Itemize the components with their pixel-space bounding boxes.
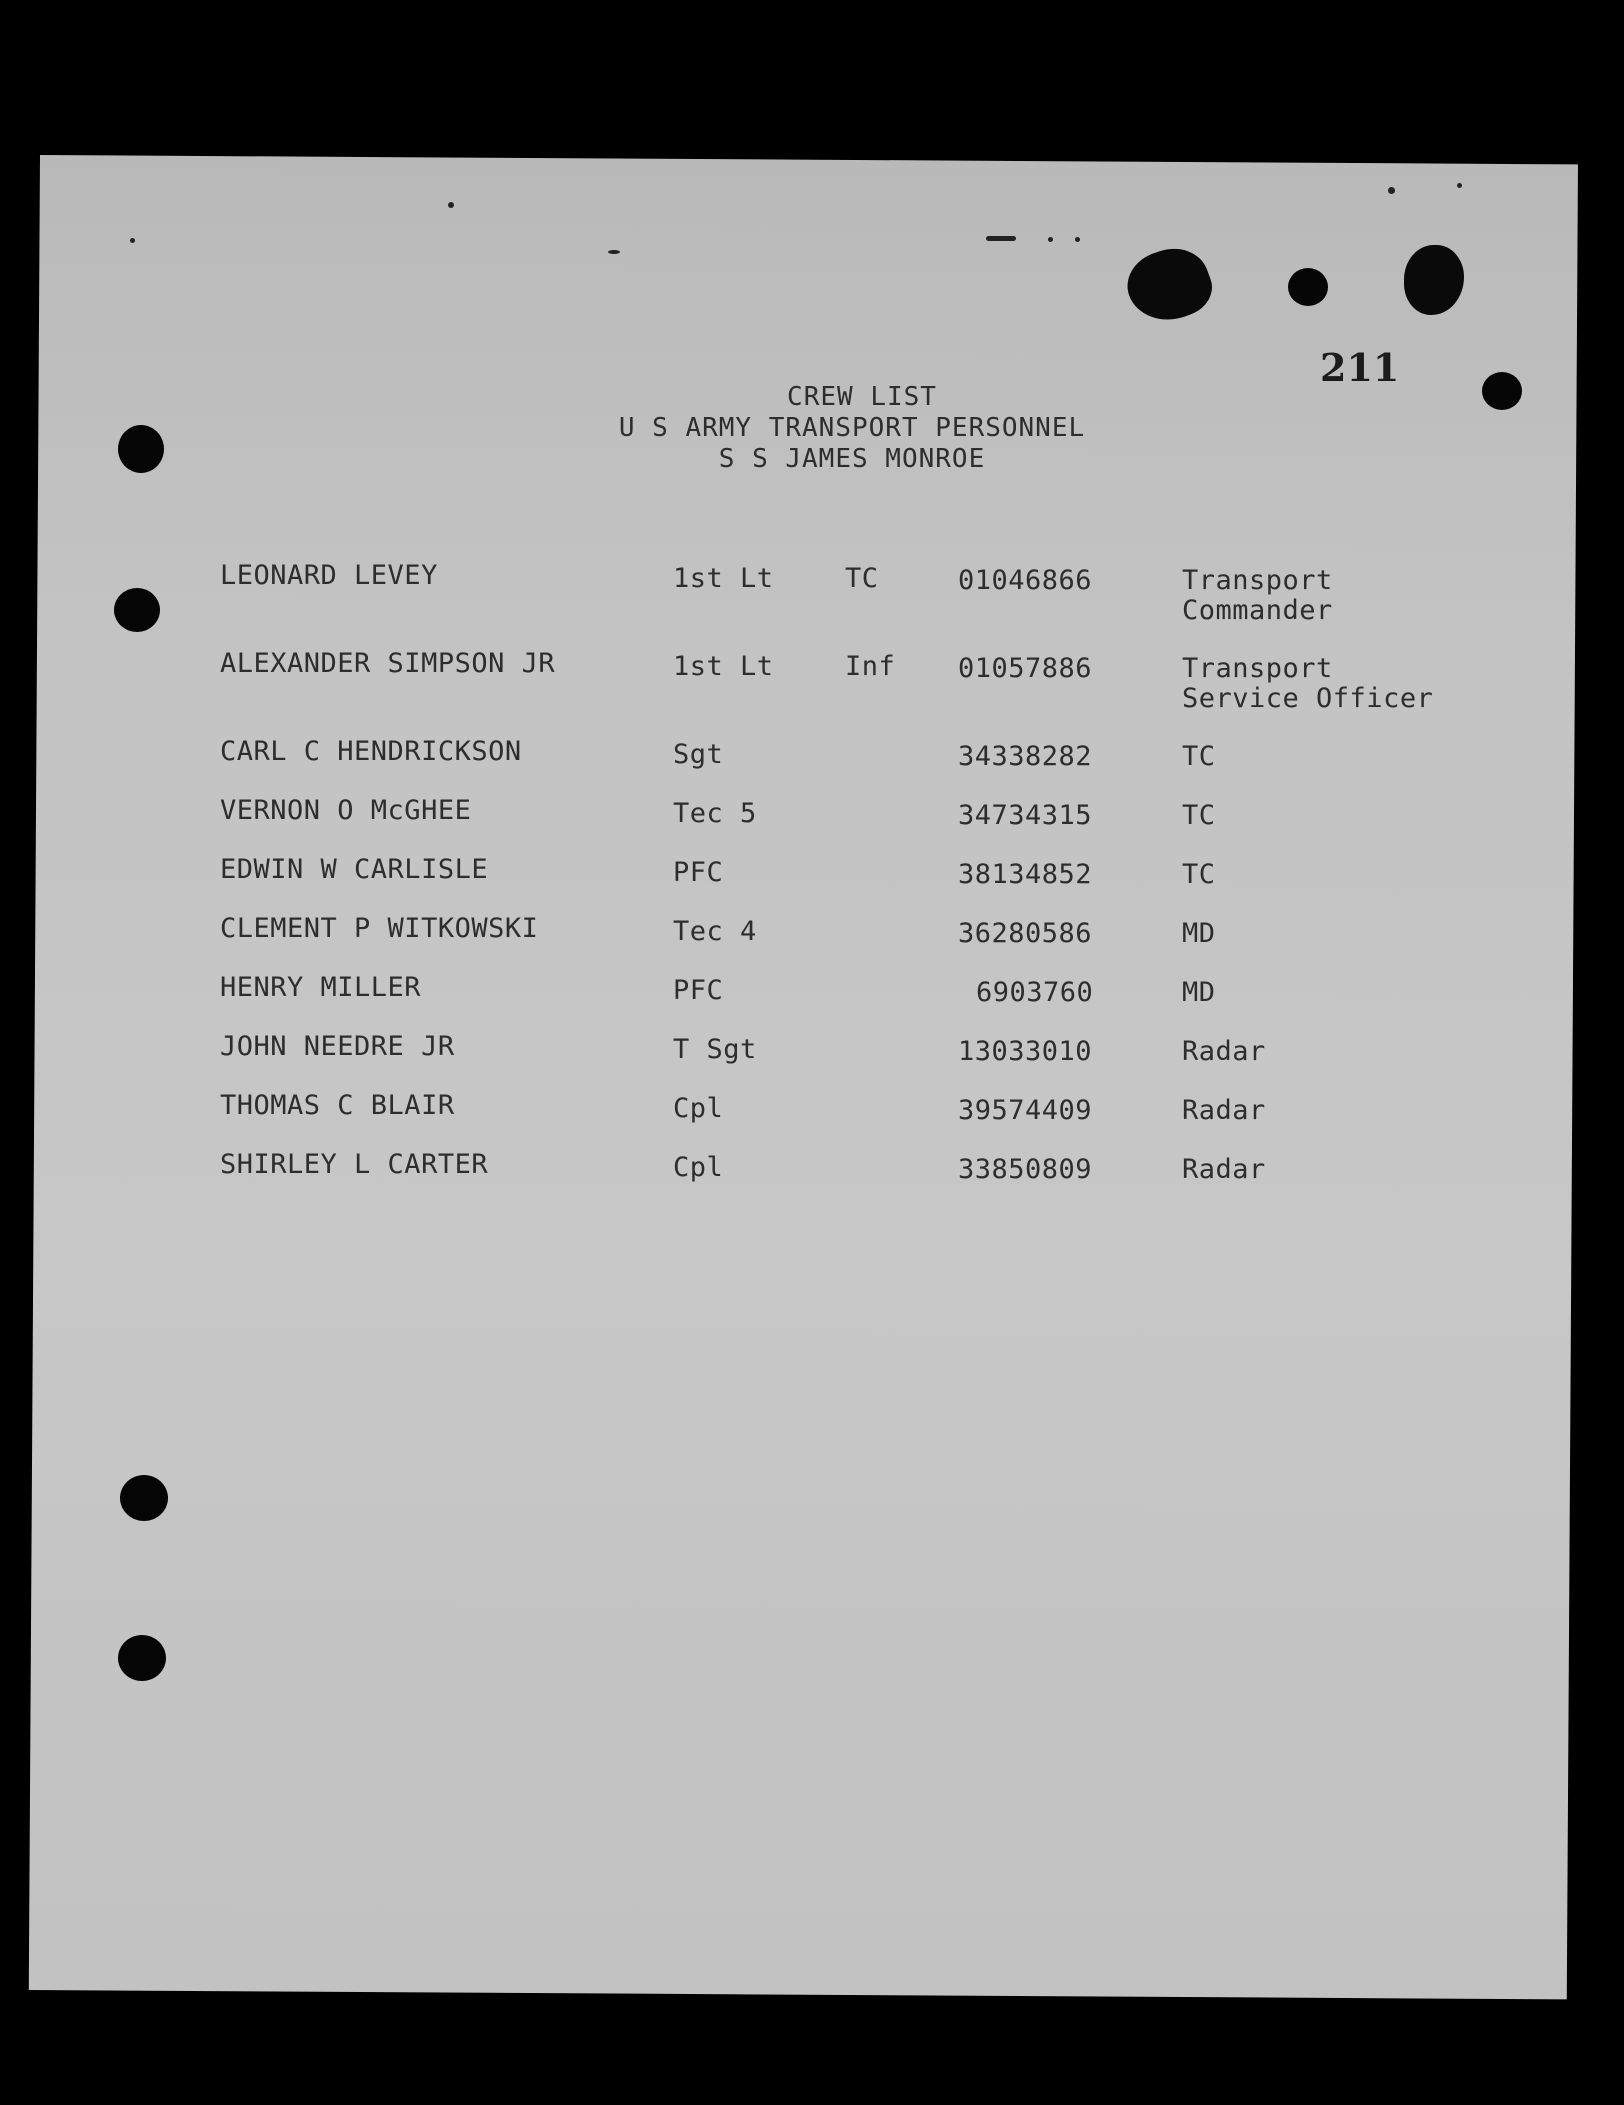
- crew-duty: Radar: [1182, 1154, 1266, 1185]
- crew-name: HENRY MILLER: [220, 972, 422, 1003]
- punch-hole: [1288, 268, 1328, 306]
- crew-name: LEONARD LEVEY: [220, 560, 438, 591]
- speck: [1075, 237, 1080, 242]
- crew-name: JOHN NEEDRE JR: [220, 1031, 455, 1062]
- crew-serial: 6903760: [976, 977, 1094, 1008]
- crew-serial: 01046866: [958, 565, 1093, 596]
- crew-serial: 34338282: [958, 741, 1093, 772]
- crew-rank: PFC: [673, 975, 724, 1006]
- speck: [608, 250, 620, 254]
- crew-duty: Transport: [1182, 565, 1333, 596]
- crew-rank: Tec 5: [673, 798, 757, 829]
- crew-rank: Tec 4: [673, 916, 757, 947]
- speck: [1388, 187, 1395, 194]
- speck: [448, 202, 454, 208]
- crew-serial: 36280586: [958, 918, 1093, 949]
- crew-name: VERNON O McGHEE: [220, 795, 472, 826]
- speck: [1048, 237, 1053, 242]
- crew-serial: 33850809: [958, 1154, 1093, 1185]
- crew-duty: Radar: [1182, 1095, 1266, 1126]
- crew-duty-line2: Commander: [1182, 595, 1333, 626]
- crew-name: EDWIN W CARLISLE: [220, 854, 489, 885]
- speck: [130, 238, 135, 243]
- header-title: CREW LIST: [787, 382, 937, 412]
- header-ship-name: S S JAMES MONROE: [718, 444, 986, 474]
- crew-name: CARL C HENDRICKSON: [220, 736, 522, 767]
- crew-rank: T Sgt: [673, 1034, 757, 1065]
- document-header: [0, 382, 1624, 475]
- crew-rank: 1st Lt: [673, 563, 774, 594]
- crew-rank: PFC: [673, 857, 724, 888]
- crew-serial: 01057886: [958, 653, 1093, 684]
- crew-name: ALEXANDER SIMPSON JR: [220, 648, 556, 679]
- crew-name: CLEMENT P WITKOWSKI: [220, 913, 539, 944]
- crew-duty: TC: [1182, 741, 1216, 772]
- crew-rank: Sgt: [673, 739, 724, 770]
- crew-duty: TC: [1182, 800, 1216, 831]
- punch-hole: [120, 1475, 168, 1521]
- crew-branch: Inf: [845, 651, 896, 682]
- crew-rank: 1st Lt: [673, 651, 774, 682]
- crew-serial: 39574409: [958, 1095, 1093, 1126]
- crew-name: SHIRLEY L CARTER: [220, 1149, 489, 1180]
- crew-serial: 13033010: [958, 1036, 1093, 1067]
- crew-rank: Cpl: [673, 1152, 724, 1183]
- header-subtitle: U S ARMY TRANSPORT PERSONNEL: [618, 413, 1086, 443]
- page-number: 211: [1320, 345, 1400, 390]
- punch-hole: [118, 1635, 166, 1681]
- crew-serial: 38134852: [958, 859, 1093, 890]
- crew-name: THOMAS C BLAIR: [220, 1090, 455, 1121]
- crew-serial: 34734315: [958, 800, 1093, 831]
- crew-duty: MD: [1182, 918, 1216, 949]
- speck: [986, 236, 1016, 241]
- crew-rank: Cpl: [673, 1093, 724, 1124]
- crew-branch: TC: [845, 563, 879, 594]
- speck: [1457, 183, 1462, 188]
- crew-duty: MD: [1182, 977, 1216, 1008]
- crew-duty: Transport: [1182, 653, 1333, 684]
- crew-duty: TC: [1182, 859, 1216, 890]
- punch-hole: [114, 588, 160, 632]
- crew-duty: Radar: [1182, 1036, 1266, 1067]
- crew-duty-line2: Service Officer: [1182, 683, 1434, 714]
